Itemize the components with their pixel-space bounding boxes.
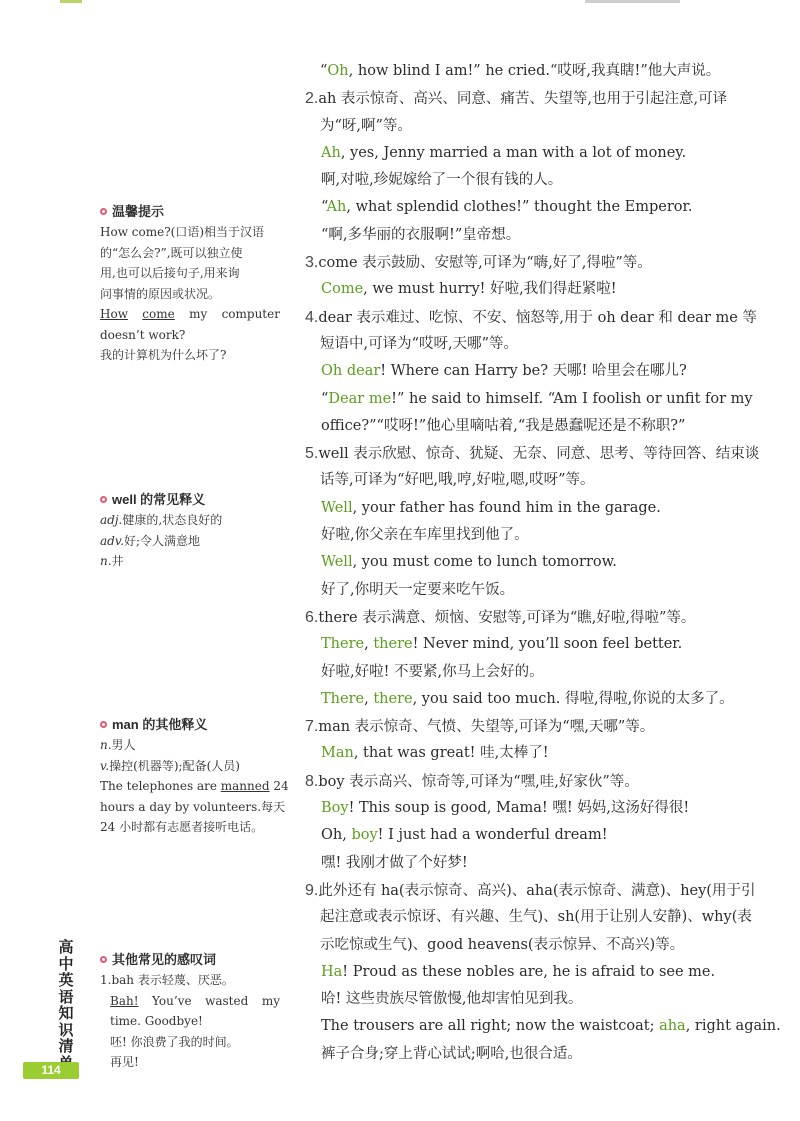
example-line: “Ah, what splendid clothes!” thought the Emperor. — [321, 199, 693, 216]
highlight: Ha — [321, 963, 343, 980]
bullet-icon — [100, 208, 107, 215]
translation-line: 裤子合身;穿上背心试试;啊哈,也很合适。 — [321, 1045, 582, 1062]
note-line: 再见! — [110, 1055, 139, 1069]
example-line: Ah, yes, Jenny married a man with a lot of money. — [321, 144, 687, 161]
note-line: hours a day by volunteers.每天 — [100, 799, 286, 814]
highlight: Ah — [326, 199, 347, 216]
highlight: boy — [351, 827, 378, 844]
top-edge-mark-left — [60, 0, 82, 3]
highlight: Well — [321, 554, 353, 571]
example-line: Boy! This soup is good, Mama! 嘿! 妈妈,这汤好得很! — [321, 800, 690, 817]
page-number: 114 — [23, 1062, 79, 1079]
highlight: There — [321, 636, 365, 653]
line-01: “Oh, how blind I am!” he cried.“哎呀,我真瞎!”他大声说。 — [320, 63, 721, 79]
translation-line: 好了,你明天一定要来吃午饭。 — [321, 581, 515, 598]
line-33: 示吃惊或生气)、good heavens(表示惊异、不高兴)等。 — [320, 936, 685, 953]
translation-line: 啊,对啦,珍妮嫁给了一个很有钱的人。 — [321, 172, 563, 189]
line-32: 起注意或表示惊讶、有兴趣、生气)、sh(用于让别人安静)、why(表 — [320, 909, 752, 926]
note-line: 用,也可以后接句子,用来询 — [100, 266, 240, 280]
note-line: n.井 — [100, 554, 124, 568]
example-line: There, there, you said too much. 得啦,得啦,你说的太多了。 — [321, 690, 734, 707]
note-line: v.操控(机器等);配备(人员) — [100, 758, 240, 773]
example-line: Man, that was great! 哇,太棒了! — [321, 745, 549, 762]
example-line: Come, we must hurry! 好啦,我们得赶紧啦! — [321, 281, 617, 298]
note-line: 呸! 你浪费了我的时间。 — [110, 1034, 239, 1049]
note-line: time. Goodbye! — [110, 1014, 203, 1028]
sidebar-note-man — [100, 715, 289, 838]
note-example: Bah! You’ve wasted my — [110, 993, 280, 1008]
highlight: there — [373, 636, 413, 653]
highlight: Come — [321, 281, 364, 298]
note-line: 1.bah 表示轻蔑、厌恶。 — [100, 973, 234, 987]
example-line: Ha! Proud as these nobles are, he is afraid to see me. — [321, 963, 716, 980]
note-title: 温馨提示 — [100, 202, 280, 222]
main-content — [305, 58, 781, 1068]
sidebar-note-interjections — [100, 950, 280, 1073]
bullet-icon — [100, 496, 107, 503]
item-5-heading: 5.well 表示欣慰、惊奇、犹疑、无奈、同意、思考、等待回答、结束谈 — [305, 445, 760, 463]
translation-line: 好啦,你父亲在车库里找到他了。 — [321, 527, 529, 544]
top-edge-mark-right — [585, 0, 680, 3]
line-03: 为“呀,啊”等。 — [320, 117, 412, 134]
item-7-heading: 7.man 表示惊奇、气愤、失望等,可译为“嘿,天哪”等。 — [305, 718, 655, 736]
item-2-heading: 2.ah 表示惊奇、高兴、同意、痛苦、失望等,也用于引起注意,可译 — [305, 90, 728, 108]
item-9-heading: 9.此外还有 ha(表示惊奇、高兴)、aha(表示惊奇、满意)、hey(用于引 — [305, 881, 756, 899]
item-3-heading: 3.come 表示鼓励、安慰等,可译为“嗨,好了,得啦”等。 — [305, 254, 652, 272]
note-line: 24 小时都有志愿者接听电话。 — [100, 820, 264, 834]
highlight: Boy — [321, 800, 349, 817]
highlight: aha — [659, 1018, 686, 1035]
highlight: there — [373, 690, 413, 707]
note-line: n.男人 — [100, 738, 136, 752]
note-line: doesn’t work? — [100, 327, 186, 342]
example-line: “Dear me!” he said to himself. “Am I foolish or unfit for my — [321, 390, 753, 407]
highlight: Man — [321, 745, 354, 762]
translation-line: 嘿! 我刚才做了个好梦! — [321, 854, 468, 871]
example-line: The trousers are all right; now the waistcoat; aha, right again. — [321, 1018, 781, 1035]
note-example: How come my computer — [100, 307, 280, 321]
translation-line: 哈! 这些贵族尽管傲慢,他却害怕见到我。 — [321, 991, 583, 1008]
note-line: adv.好;令人满意地 — [100, 533, 201, 548]
highlight: Ah — [321, 144, 341, 161]
note-title: well 的常见释义 — [100, 490, 280, 510]
item-4-heading: 4.dear 表示难过、吃惊、不安、恼怒等,用于 oh dear 和 dear me 等 — [305, 308, 757, 326]
example-line: Well, you must come to lunch tomorrow. — [321, 554, 617, 571]
note-line: 问事情的原因或状况。 — [100, 286, 221, 301]
sidebar-note-tips — [100, 202, 280, 366]
highlight: Oh dear — [321, 363, 381, 380]
example-line: Oh, boy! I just had a wonderful dream! — [321, 827, 608, 844]
example-line: Well, your father has found him in the garage. — [321, 499, 661, 516]
book-title-vertical: 高中英语知识清 — [58, 939, 74, 1055]
translation-line: 好啦,好啦! 不要紧,你马上会好的。 — [321, 663, 544, 680]
line-11: 短语中,可译为“哎呀,天哪”等。 — [320, 335, 519, 352]
note-line: 我的计算机为什么坏了? — [100, 348, 227, 362]
sidebar-note-well — [100, 490, 280, 572]
highlight: Well — [321, 499, 353, 516]
bullet-icon — [100, 956, 107, 963]
item-6-heading: 6.there 表示满意、烦恼、安慰等,可译为“瞧,好啦,得啦”等。 — [305, 608, 696, 626]
highlight: There — [321, 690, 365, 707]
example-line: There, there! Never mind, you’ll soon feel better. — [321, 636, 683, 653]
item-8-heading: 8.boy 表示高兴、惊奇等,可译为“嘿,哇,好家伙”等。 — [305, 772, 639, 790]
note-title: 其他常见的感叹词 — [100, 950, 280, 970]
translation-line: office?”“哎呀!”他心里嘀咕着,“我是愚蠢呢还是不称职?” — [321, 417, 686, 434]
note-line: adj.健康的,状态良好的 — [100, 513, 223, 527]
note-line: How come?(口语)相当于汉语 — [100, 225, 264, 239]
note-title: man 的其他释义 — [100, 715, 280, 735]
highlight: Oh — [327, 63, 349, 79]
bullet-icon — [100, 721, 107, 728]
translation-line: “啊,多华丽的衣服啊!”皇帝想。 — [321, 226, 521, 243]
example-line: Oh dear! Where can Harry be? 天哪! 哈里会在哪儿? — [321, 363, 687, 380]
note-line: The telephones are manned 24 — [100, 779, 289, 793]
line-16: 话等,可译为“好吧,哦,哼,好啦,嗯,哎呀”等。 — [320, 472, 595, 489]
note-line: 的“怎么会?”,既可以独立使 — [100, 245, 243, 260]
highlight: Dear me — [328, 390, 392, 407]
